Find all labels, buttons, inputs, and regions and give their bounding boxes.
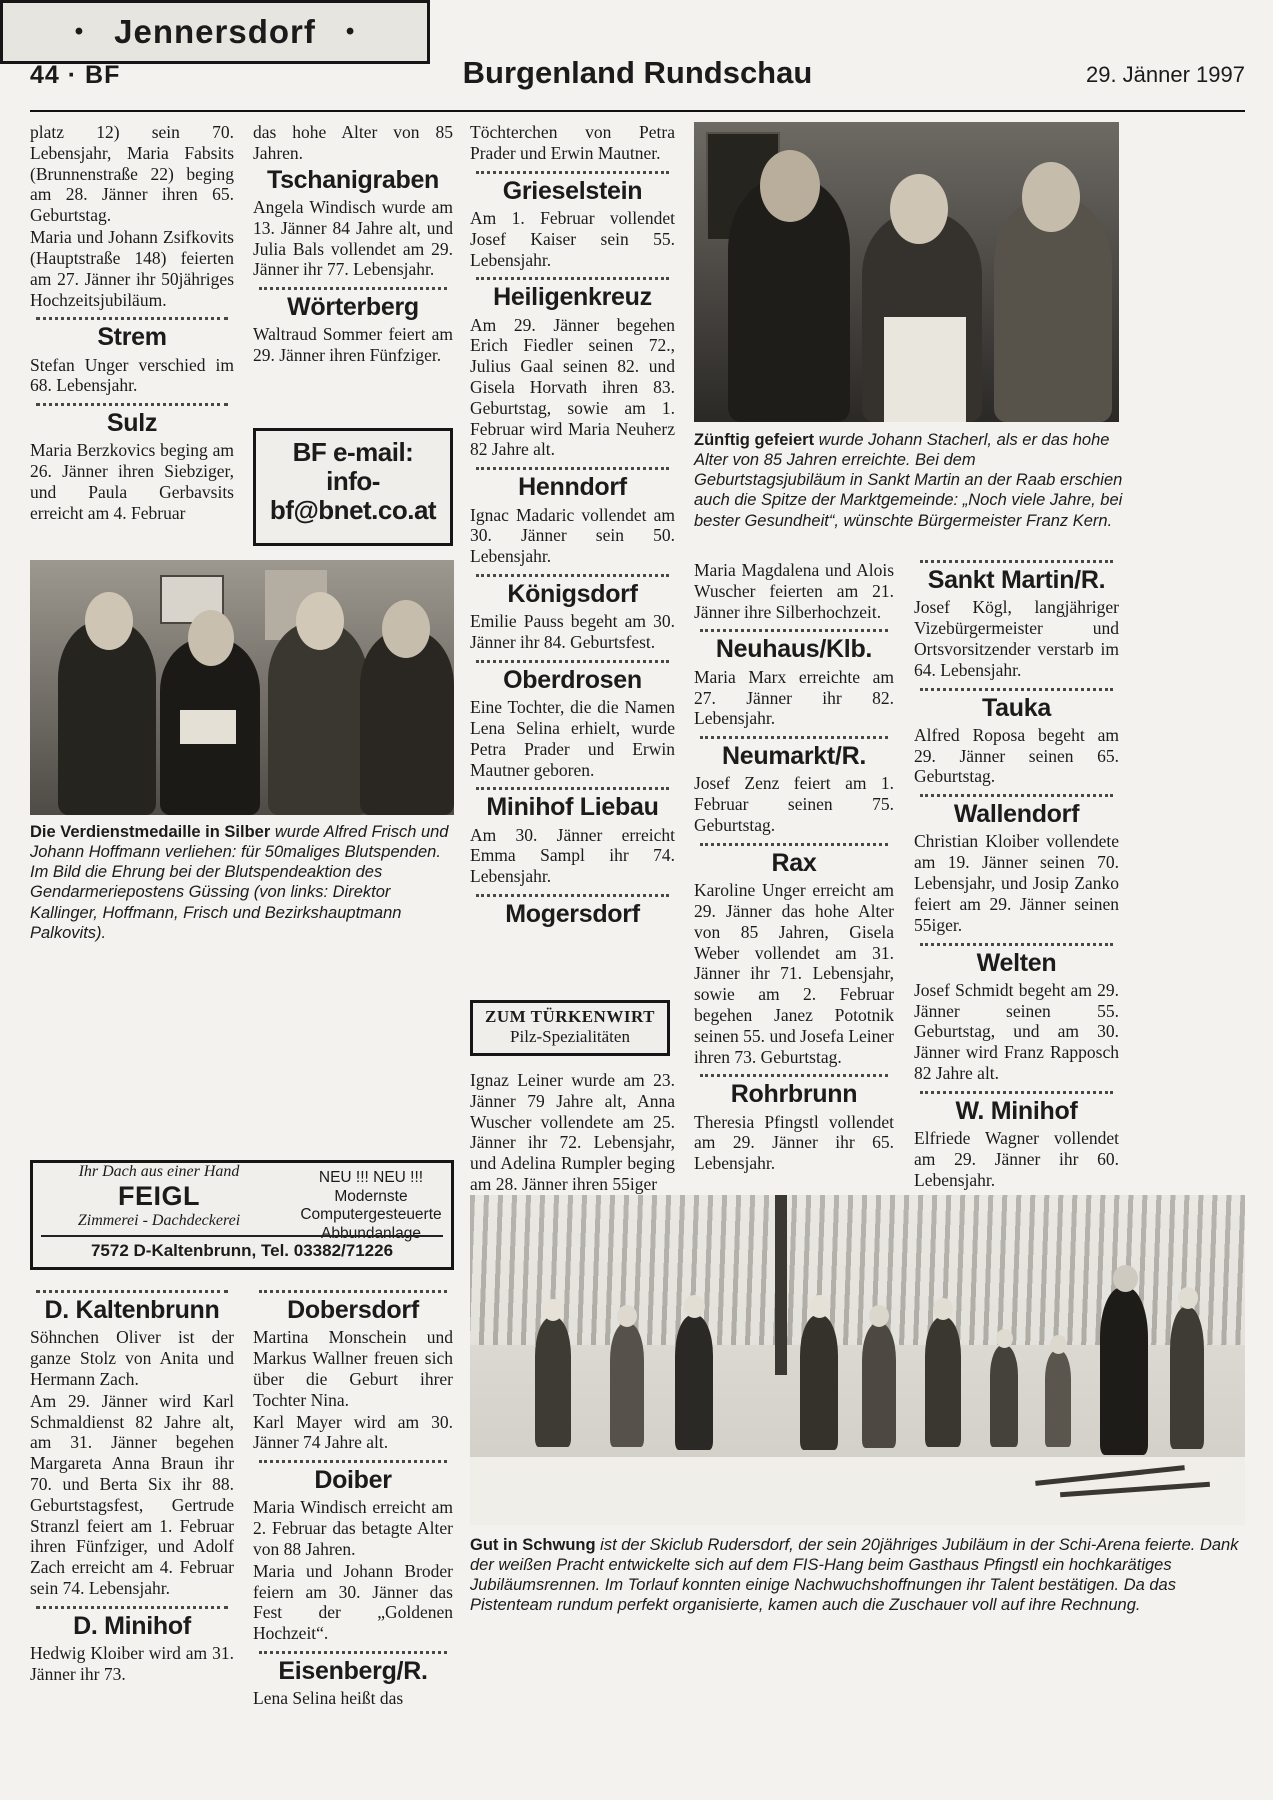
place-heading-rohrbrunn: Rohrbrunn <box>730 1080 858 1109</box>
section-divider <box>700 843 888 846</box>
tuerkenwirt-ad-subtitle: Pilz-Spezialitäten <box>510 1027 630 1046</box>
caption-body: wurde Johann Stacherl, als er das hohe Alter von 85 Jahren erreichte. Bei dem Geburtstagsjubiläum in Sankt Martin an der Raab erschien auch die Spitze der Marktgemeinde: „Noch viele Jahre, bei bester Gesundheit“, wünschte Bürgermeister Franz Kern. <box>694 431 1123 530</box>
section-divider <box>700 1074 888 1077</box>
paragraph: platz 12) sein 70. Lebensjahr, Maria Fabsits (Brunnenstraße 22) beging am 28. Jänner ihren 65. Geburtstag. <box>30 122 234 226</box>
section-divider <box>920 1091 1113 1094</box>
paragraph: Elfriede Wagner vollendet am 29. Jänner ihr 60. Lebensjahr. <box>914 1128 1119 1190</box>
paragraph: Töchterchen von Petra Prader und Erwin Mautner. <box>470 122 675 163</box>
paragraph: Karoline Unger erreicht am 29. Jänner das hohe Alter von 85 Jahren, Gisela Weber vollendet am 31. Jänner ihr 71. Lebensjahr, sowie am 2. Februar begehen Janez Pototnik seinen 55. und Josefa Leiner ihren 73. Geburtstag. <box>694 880 894 1067</box>
header-rule <box>30 110 1245 112</box>
place-heading-minihof-liebau: Minihof Liebau <box>486 793 659 822</box>
place-heading-w-minihof: W. Minihof <box>955 1096 1078 1125</box>
paragraph: Eine Tochter, die die Namen Lena Selina erhielt, wurde Petra Prader und Erwin Mautner geboren. <box>470 697 675 780</box>
issue-date: 29. Jänner 1997 <box>1085 62 1245 87</box>
place-heading-dobersdorf: Dobersdorf <box>287 1296 419 1324</box>
place-heading-wallendorf: Wallendorf <box>953 800 1080 829</box>
paragraph: Stefan Unger verschied im 68. Lebensjahr. <box>30 354 234 396</box>
caption-body: ist der Skiclub Rudersdorf, der sein 20jähriges Jubiläum in der Schi-Arena feierte. Dank der weißen Pracht entwickelte sich auf dem FIS-Hang beim Gasthaus Pfingstl ein hochkarätiges Jubiläumsrennen. Im Torlauf konnten einige Nachwuchshoffnungen ihr Talent bestätigen. Da das Pistenteam rundum perfekt organisierte, kamen auch die Zuschauer voll auf ihre Rechnung. <box>470 1536 1239 1615</box>
section-divider <box>700 629 888 632</box>
column-2 <box>253 122 453 367</box>
paragraph: Ignaz Leiner wurde am 23. Jänner 79 Jahre alt, Anna Wuscher vollendete am 25. Jänner ihr 72. Lebensjahr, und Adelina Rumpler beging am 28. Jänner ihren 55iger <box>470 1070 675 1195</box>
place-heading-tschanigraben: Tschanigraben <box>266 165 440 194</box>
paragraph: Maria und Johann Zsifkovits (Hauptstraße 148) feierten am 27. Jänner ihr 50jähriges Hochzeitsjubiläum. <box>30 227 234 310</box>
section-divider <box>476 467 669 470</box>
section-divider <box>476 894 669 897</box>
caption-lead: Gut in Schwung <box>470 1536 596 1554</box>
feigl-ad-line3: Computergesteuerte <box>300 1206 442 1224</box>
feigl-ad-right <box>289 1169 453 1243</box>
column-4 <box>694 560 894 1175</box>
paragraph: Am 29. Jänner wird Karl Schmaldienst 82 Jahre alt, am 31. Jänner begehen Margareta Anna Braun ihr 70. und Berta Six ihr 88. Geburtstagsfest, Gertrude Stranzl feiert am 1. Februar ihren Fünfziger, und Adolf Zach erreicht am 4. Februar sein 74. Lebensjahr. <box>30 1390 234 1598</box>
paragraph: Karl Mayer wird am 30. Jänner 74 Jahre alt. <box>253 1411 453 1453</box>
paragraph: Maria und Johann Broder feiern am 30. Jänner das Fest der „Goldenen Hochzeit“. <box>253 1560 453 1644</box>
section-divider <box>920 560 1113 563</box>
paragraph: Söhnchen Oliver ist der ganze Stolz von Anita und Hermann Zach. <box>30 1327 234 1389</box>
place-heading-neuhaus: Neuhaus/Klb. <box>715 635 873 664</box>
paragraph: Am 30. Jänner erreicht Emma Sampl ihr 74. Lebensjahr. <box>470 824 675 887</box>
place-heading-doiber: Doiber <box>314 1466 392 1495</box>
section-divider <box>259 1290 447 1293</box>
place-heading-grieselstein: Grieselstein <box>502 176 643 205</box>
place-heading-mogersdorf: Mogersdorf <box>505 900 640 928</box>
feigl-ad <box>30 1160 454 1270</box>
place-heading-tauka: Tauka <box>982 693 1051 722</box>
place-heading-strem: Strem <box>97 323 167 352</box>
section-divider <box>36 317 228 320</box>
place-heading-heiligenkreuz: Heiligenkreuz <box>493 283 652 312</box>
section-divider <box>259 287 447 290</box>
paragraph: Christian Kloiber vollendete am 19. Jänner seinen 70. Lebensjahr, und Josip Zanko feiert am 29. Jänner seinen 55iger. <box>914 831 1119 935</box>
paragraph: Maria Windisch erreicht am 2. Februar das betagte Alter von 88 Jahren. <box>253 1497 453 1559</box>
paragraph: Emilie Pauss begeht am 30. Jänner ihr 84. Geburtsfest. <box>470 611 675 652</box>
photo-caption-blood-donor <box>30 822 454 943</box>
section-divider <box>920 688 1113 691</box>
photo-caption-stacherl <box>694 430 1124 531</box>
place-heading-d-kaltenbrunn: D. Kaltenbrunn <box>44 1296 220 1324</box>
place-heading-koenigsdorf: Königsdorf <box>507 579 638 608</box>
feigl-ad-address: 7572 D-Kaltenbrunn, Tel. 03382/71226 <box>41 1235 443 1261</box>
photo-blood-donor-award <box>30 560 454 815</box>
email-ad-box <box>253 428 453 546</box>
place-heading-neumarkt: Neumarkt/R. <box>722 742 866 771</box>
paragraph: Maria Marx erreichte am 27. Jänner ihr 82. Lebensjahr. <box>694 666 894 729</box>
email-ad-line3: bf@bnet.co.at <box>269 495 437 526</box>
column-1 <box>30 122 234 525</box>
photo-stacherl-birthday <box>694 122 1119 422</box>
page-title: Burgenland Rundschau <box>462 55 813 90</box>
feigl-ad-name: FEIGL <box>118 1181 200 1211</box>
paragraph: Josef Schmidt begeht am 29. Jänner seinen 55. Geburtstag, und am 30. Jänner wird Franz Rapposch 82 Jahre alt. <box>914 979 1119 1083</box>
paragraph: Josef Kögl, langjähriger Vizebürgermeister und Ortsvorsitzender verstarb im 64. Lebensjahr. <box>914 597 1119 680</box>
section-divider <box>476 787 669 790</box>
paragraph: Lena Selina heißt das <box>253 1688 404 1709</box>
paragraph: Josef Zenz feiert am 1. Februar seinen 75. Geburtstag. <box>694 773 894 835</box>
section-divider <box>36 1606 228 1609</box>
place-heading-oberdrosen: Oberdrosen <box>503 665 642 694</box>
tuerkenwirt-ad <box>470 1000 670 1056</box>
place-heading-henndorf: Henndorf <box>518 473 627 502</box>
caption-body: wurde Alfred Frisch und Johann Hoffmann verliehen: für 50maliges Blutspenden. Im Bild die Ehrung bei der Blutspendeaktion des Gendarmeriepostens Güssing (von links: Direktor Kallinger, Hoffmann, Frisch und Bezirkshauptmann Palkovits). <box>30 823 449 942</box>
place-heading-rax: Rax <box>771 848 817 877</box>
banner-dot-left: • <box>74 18 85 45</box>
feigl-ad-new-label: NEU !!! NEU !!! <box>318 1169 424 1186</box>
place-heading-d-minihof: D. Minihof <box>73 1611 191 1640</box>
section-divider <box>259 1460 447 1463</box>
column-3-continued <box>470 1070 675 1196</box>
caption-lead: Zünftig gefeiert <box>694 431 815 449</box>
section-divider <box>476 574 669 577</box>
caption-lead: Die Verdienstmedaille in Silber <box>30 823 271 841</box>
tuerkenwirt-ad-title: ZUM TÜRKENWIRT <box>485 1007 655 1026</box>
section-divider <box>476 660 669 663</box>
column-1-bottom <box>30 1290 234 1686</box>
email-ad-line1: BF e-mail: <box>292 437 414 467</box>
section-divider <box>920 794 1113 797</box>
feigl-ad-line4: Abbundanlage <box>321 1224 421 1242</box>
paragraph: Hedwig Kloiber wird am 31. Jänner ihr 73. <box>30 1643 234 1684</box>
photo-caption-ski-club <box>470 1535 1245 1616</box>
paragraph: Maria Berzkovics beging am 26. Jänner ihren Siebziger, und Paula Gerbavsits erreicht am 4. Februar <box>30 440 234 523</box>
place-heading-sankt-martin: Sankt Martin/R. <box>927 566 1106 594</box>
section-divider <box>36 1290 228 1293</box>
paragraph: Theresia Pfingstl vollendet am 29. Jänner ihr 65. Lebensjahr. <box>694 1111 894 1174</box>
feigl-ad-left <box>33 1163 285 1235</box>
place-heading-welten: Welten <box>976 948 1057 977</box>
paragraph: das hohe Alter von 85 Jahren. <box>253 122 453 163</box>
masthead <box>30 55 1245 105</box>
column-5 <box>914 560 1119 1192</box>
paragraph: Am 1. Februar vollendet Josef Kaiser sein 55. Lebensjahr. <box>470 207 675 270</box>
column-2-bottom <box>253 1290 453 1710</box>
section-divider <box>36 403 228 406</box>
feigl-ad-tagline: Ihr Dach aus einer Hand <box>78 1163 240 1180</box>
paragraph: Maria Magdalena und Alois Wuscher feierten am 21. Jänner ihre Silberhochzeit. <box>694 560 894 622</box>
place-heading-eisenberg: Eisenberg/R. <box>278 1657 428 1686</box>
section-divider <box>476 277 669 280</box>
column-3 <box>470 122 675 931</box>
photo-ski-club <box>470 1195 1245 1525</box>
banner-dot-right: • <box>345 18 356 45</box>
section-divider <box>259 1651 447 1654</box>
paragraph: Am 29. Jänner begehen Erich Fiedler seinen 72., Julius Gaal seinen 82. und Gisela Horvath ihren 83. Geburtstag, sowie am 1. Februar wird Maria Neuherz 82 Jahre alt. <box>470 314 675 460</box>
email-ad-line2: info- <box>326 466 380 497</box>
feigl-ad-line2: Modernste <box>334 1187 408 1205</box>
paragraph: Ignac Madaric vollendet am 30. Jänner sein 50. Lebensjahr. <box>470 504 675 567</box>
paragraph: Waltraud Sommer feiert am 29. Jänner ihren Fünfziger. <box>253 324 453 366</box>
jennersdorf-label: Jennersdorf <box>114 13 316 50</box>
paragraph: Angela Windisch wurde am 13. Jänner 84 Jahre alt, und Julia Bals vollendet am 29. Jänner ihr 77. Lebensjahr. <box>253 196 453 280</box>
place-heading-woerterberg: Wörterberg <box>287 293 419 322</box>
section-divider <box>476 171 669 174</box>
section-divider <box>920 943 1113 946</box>
feigl-ad-trade: Zimmerei - Dachdeckerei <box>77 1212 241 1229</box>
paragraph: Martina Monschein und Markus Wallner freuen sich über die Geburt ihrer Tochter Nina. <box>253 1327 453 1410</box>
page-folio: 44 · BF <box>30 61 121 89</box>
place-heading-sulz: Sulz <box>106 409 158 438</box>
paragraph: Alfred Roposa begeht am 29. Jänner seinen 65. Geburtstag. <box>914 724 1119 787</box>
section-divider <box>700 736 888 739</box>
